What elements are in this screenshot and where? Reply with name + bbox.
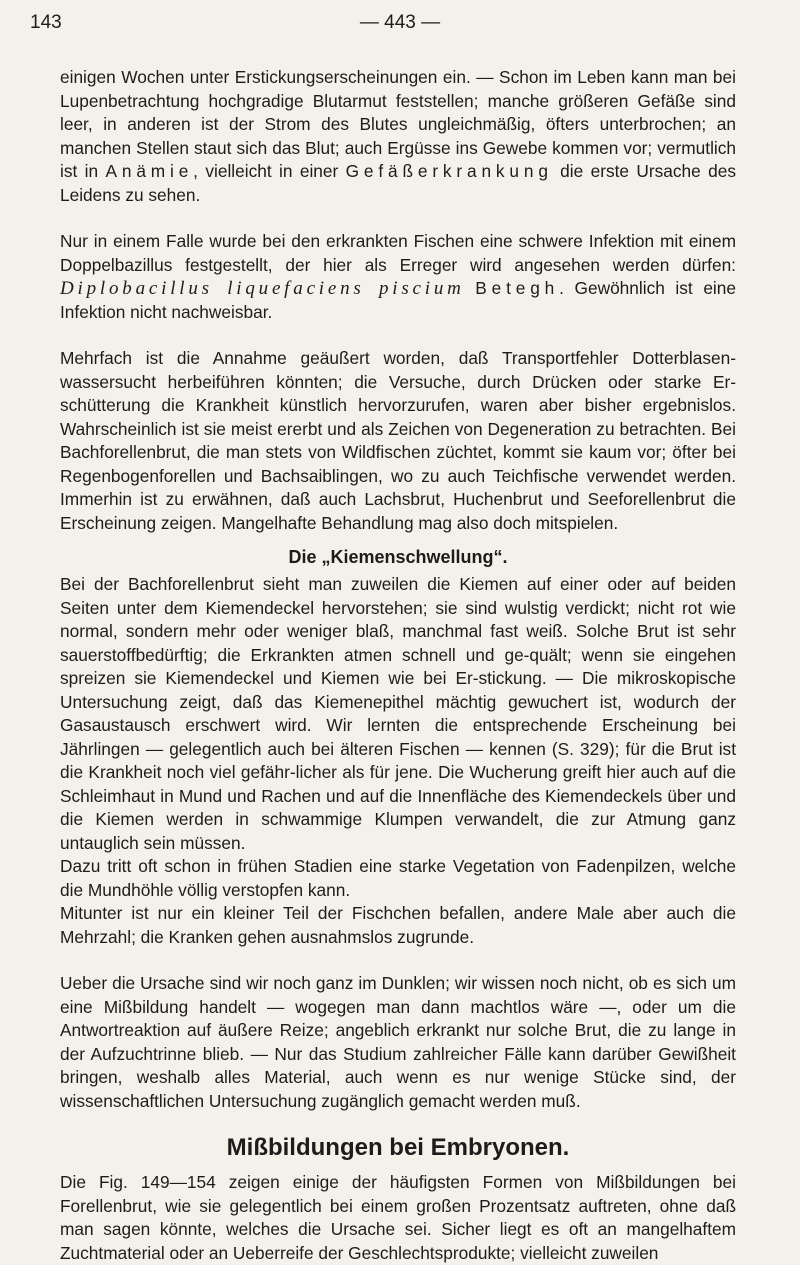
species-name: Diplobacillus liquefaciens piscium: [60, 278, 465, 299]
section-heading-kiemenschwellung: Die „Kiemenschwellung“.: [288, 547, 508, 567]
text-run: einigen Wochen unter Erstickungserscheinungen ein. — Schon im Leben kann man bei Lupenbetrachtung hochgradige Blutarmut feststellen; manche größeren Gefäße sind leer, in anderen ist der Strom des Blutes ungleichmäßig, öfters unterbrochen; an manchen Stellen staut sich das Blut; auch Ergüsse ins Gewebe kommen vor; vermutlich ist in: [60, 67, 736, 181]
text-run: [465, 278, 476, 298]
page-number-center: — 443 —: [359, 12, 441, 33]
paragraph-prevalence: Mitunter ist nur ein kleiner Teil der Fischchen befallen, andere Male aber auch die Mehrzahl; die Kranken gehen ausnahmslos zugrunde.: [60, 903, 736, 947]
paragraph-gills: Bei der Bachforellenbrut sieht man zuweilen die Kiemen auf einer oder auf beiden Seiten unter dem Kiemendeckel hervorstehen; sie sind wulstig verdickt; nicht rot wie normal, sondern mehr oder weniger blaß, manchmal fast weiß. Solche Brut ist sehr sauerstoffbedürftig; die Erkrankten atmen schnell und ge-quält; wenn sie eingehen spreizen sie Kiemendeckel und Kiemen wie bei Er-stickung. — Die mikroskopische Untersuchung zeigt, daß das Kiemenepithel mächtig gewuchert ist, wodurch der Gasaustausch erschwert wird. Wir lernten die entsprechende Erscheinung bei Jährlingen — gelegentlich auch bei älteren Fischen — kennen (S. 329); für die Brut ist die Krankheit noch viel gefähr-licher als für jene. Die Wucherung greift hier auch auf die Schleimhaut in Mund und Rachen und auf die Innenfläche des Kiemendeckels über und die Kiemen werden in schwammige Klumpen verwandelt, die zur Atmung ganz untauglich sein müssen.: [60, 574, 736, 853]
running-header: [0, 12, 800, 36]
paragraph-cause: Ueber die Ursache sind wir noch ganz im Dunklen; wir wissen noch nicht, ob es sich um eine Mißbildung handelt — wogegen man dann machtlos wäre —, oder um die Antwortreaktion auf äußere Reize; angeblich erkrankt nur solche Brut, die zu lange in der Aufzuchtrinne blieb. — Nur das Studium zahlreicher Fälle kann darüber Gewißheit bringen, weshalb alles Material, auch wenn es nur wenige Stücke sind, der wissenschaftlichen Untersuchung zugänglich gemacht werden muß.: [60, 973, 736, 1111]
text-run: die erste Ursache des Leidens zu sehen.: [60, 161, 736, 205]
text-run: , vielleicht in einer: [193, 161, 346, 181]
body-text: [60, 66, 736, 1265]
page-number: 143: [30, 12, 62, 33]
section-heading-missbildungen: Mißbildungen bei Embryonen.: [226, 1134, 570, 1161]
paragraph-fungi: Dazu tritt oft schon in frühen Stadien eine starke Vegetation von Fadenpilzen, welche die Mundhöhle völlig verstopfen kann.: [60, 856, 736, 900]
text-run: Nur in einem Falle wurde bei den erkrankten Fischen eine schwere Infektion mit einem Doppelbazillus festgestellt, der hier als Erreger wird angesehen werden dürfen:: [60, 231, 736, 275]
author-name: Betegh: [475, 278, 560, 298]
paragraph-transport: Mehrfach ist die Annahme geäußert worden, daß Transportfehler Dotterblasen-wassersucht herbeiführen könnten; die Versuche, durch Drücken oder starke Er-schütterung die Krankheit künstlich hervorzurufen, waren aber bisher ergebnislos. Wahrscheinlich ist sie meist ererbt und als Zeichen von Degeneration zu betrachten. Bei Bachforellenbrut, die man stets von Wildfischen züchtet, kommt sie kaum vor; öfter bei Regenbogenforellen und Bachsaiblingen, wo zu auch Teichfische verwendet werden. Immerhin ist zu erwähnen, daß auch Lachsbrut, Huchenbrut und Seeforellenbrut die Erscheinung zeigen. Mangelhafte Behandlung mag also doch mitspielen.: [60, 348, 736, 533]
paragraph-infection: [60, 230, 736, 324]
text-run: . Gewöhnlich ist eine Infektion nicht nachweisbar.: [60, 278, 736, 322]
paragraph-malformations: Die Fig. 149—154 zeigen einige der häufigsten Formen von Mißbildungen bei Forellenbrut, wie sie gelegentlich bei einem großen Prozentsatz auftreten, ohne daß man sagen könnte, welches die Ursache sei. Sicher liegt es oft an mangelhaftem Zuchtmaterial oder an Ueberreife der Geschlechtsprodukte; vielleicht zuweilen: [60, 1172, 736, 1263]
spaced-term: Gefäßerkrankung: [345, 161, 553, 181]
paragraph-anaemia: [60, 66, 736, 207]
spaced-term: Anämie: [105, 161, 194, 181]
